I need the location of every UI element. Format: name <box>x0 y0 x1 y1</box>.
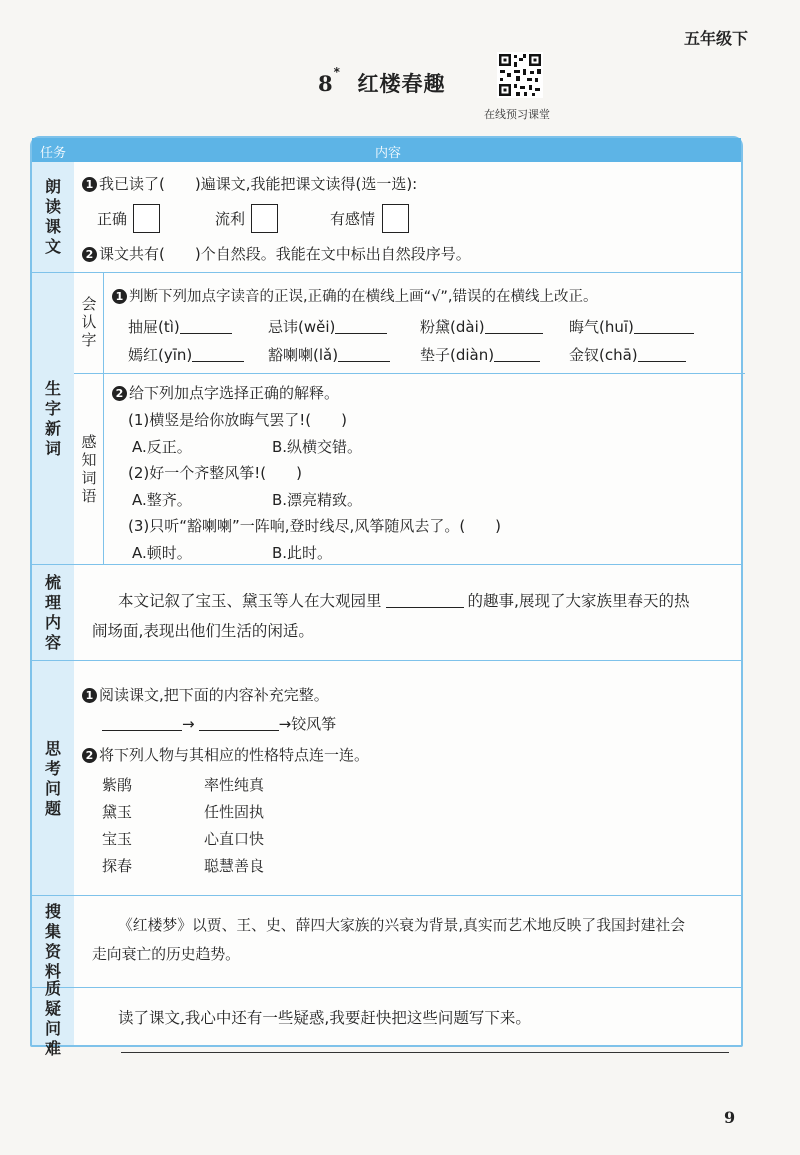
option-emotion: 有感情 <box>330 210 376 228</box>
pron-item: 晦气(huī) <box>569 317 694 337</box>
label-thinking: 思 考 问 题 <box>44 738 61 818</box>
meaning-q: (3)只听“豁喇喇”一阵响,登时线尽,风筝随风去了。( ) <box>128 517 502 535</box>
row-material <box>32 895 741 987</box>
label-summary: 梳 理 内 容 <box>44 573 61 652</box>
vocab-q1: 1 判断下列加点字读音的正误,正确的在横线上画“√”,错误的在横线上改正。 <box>112 287 597 307</box>
pron-item: 金钗(chā) <box>569 345 686 365</box>
qr-caption: 在线预习课堂 <box>484 108 550 121</box>
vocab-q2: 2 给下列加点字选择正确的解释。 <box>112 383 339 403</box>
option-fluent: 流利 <box>215 210 246 228</box>
person-item[interactable]: 黛玉 <box>102 803 133 821</box>
label-recognize: 会 认 字 <box>81 295 97 349</box>
option-correct: 正确 <box>97 210 128 228</box>
questions-text: 读了课文,我心中还有一些疑惑,我要赶快把这些问题写下来。 <box>118 1009 531 1027</box>
vocab-sub-divider <box>74 373 745 374</box>
chain-blank-2[interactable] <box>199 715 279 731</box>
table-header <box>32 138 741 162</box>
lesson-number: 8 <box>318 71 334 96</box>
summary-line1: 本文记叙了宝玉、黛玉等人在大观园里 的趣事,展现了大家族里春天的热 <box>118 592 690 610</box>
header-task: 任务 <box>40 146 67 161</box>
checkbox-fluent[interactable] <box>251 204 278 233</box>
row-questions <box>32 979 741 1058</box>
row-vocab <box>32 272 741 564</box>
header-content: 内容 <box>375 146 402 161</box>
label-material: 搜 集 资 料 <box>44 902 61 981</box>
trait-item[interactable]: 率性纯真 <box>204 776 265 794</box>
answer-line[interactable] <box>121 1052 729 1053</box>
label-reading: 朗 读 课 文 <box>44 177 61 256</box>
meaning-option-b: B.漂亮精致。 <box>272 491 363 509</box>
page-number: 9 <box>724 1108 736 1127</box>
person-item[interactable]: 探春 <box>102 857 133 875</box>
thinking-q1: 1 阅读课文,把下面的内容补充完整。 <box>82 685 329 705</box>
meaning-q: (1)横竖是给你放晦气罢了!( ) <box>128 411 347 429</box>
row-reading <box>32 162 741 272</box>
pron-item: 垫子(diàn) <box>420 345 540 365</box>
arrow-icon: → <box>278 715 292 733</box>
pron-item: 嫣红(yīn) <box>128 345 244 365</box>
person-item[interactable]: 紫鹃 <box>102 776 133 794</box>
label-meaning: 感 知 词 语 <box>81 433 97 505</box>
label-vocab: 生 字 新 词 <box>44 379 61 458</box>
person-item[interactable]: 宝玉 <box>102 830 133 848</box>
summary-blank[interactable] <box>386 592 464 608</box>
lesson-title <box>318 65 446 98</box>
arrow-icon: → <box>182 715 195 733</box>
meaning-q: (2)好一个齐整风筝!( ) <box>128 464 302 482</box>
row-thinking <box>32 660 741 895</box>
thinking-q2: 2 将下列人物与其相应的性格特点连一连。 <box>82 745 369 765</box>
checkbox-emotion[interactable] <box>382 204 409 233</box>
meaning-option-b: B.此时。 <box>272 544 333 562</box>
summary-line2: 闹场面,表现出他们生活的闲适。 <box>92 622 314 640</box>
label-questions: 质 疑 问 难 <box>44 979 61 1058</box>
lesson-mark: * <box>333 65 341 79</box>
trait-item[interactable]: 聪慧善良 <box>204 857 265 875</box>
qr-code-icon[interactable] <box>497 52 543 98</box>
material-line2: 走向衰亡的历史趋势。 <box>92 946 240 963</box>
plot-chain: → →铰风筝 <box>102 714 336 734</box>
pron-item: 忌讳(wěi) <box>268 317 387 337</box>
row-summary <box>32 564 741 660</box>
pron-item: 豁喇喇(lǎ) <box>268 345 390 365</box>
chain-blank-1[interactable] <box>102 715 182 731</box>
checkbox-correct[interactable] <box>133 204 160 233</box>
meaning-option-a: A.整齐。 <box>132 491 192 509</box>
study-table <box>30 136 743 1058</box>
reading-q2: 2 课文共有( )个自然段。我能在文中标出自然段序号。 <box>82 244 471 264</box>
trait-item[interactable]: 任性固执 <box>204 803 265 821</box>
lesson-name: 红楼春趣 <box>357 72 446 96</box>
meaning-option-a: A.顿时。 <box>132 544 192 562</box>
pron-item: 粉黛(dài) <box>420 317 543 337</box>
reading-q1: 1 我已读了( )遍课文,我能把课文读得(选一选): <box>82 174 417 194</box>
material-line1: 《红楼梦》以贾、王、史、薛四大家族的兴衰为背景,真实而艺术地反映了我国封建社会 <box>118 917 685 934</box>
trait-item[interactable]: 心直口快 <box>204 830 265 848</box>
pron-item: 抽屉(tì) <box>128 317 232 337</box>
meaning-option-b: B.纵横交错。 <box>272 438 363 456</box>
grade-label: 五年级下 <box>683 29 748 48</box>
meaning-option-a: A.反正。 <box>132 438 192 456</box>
